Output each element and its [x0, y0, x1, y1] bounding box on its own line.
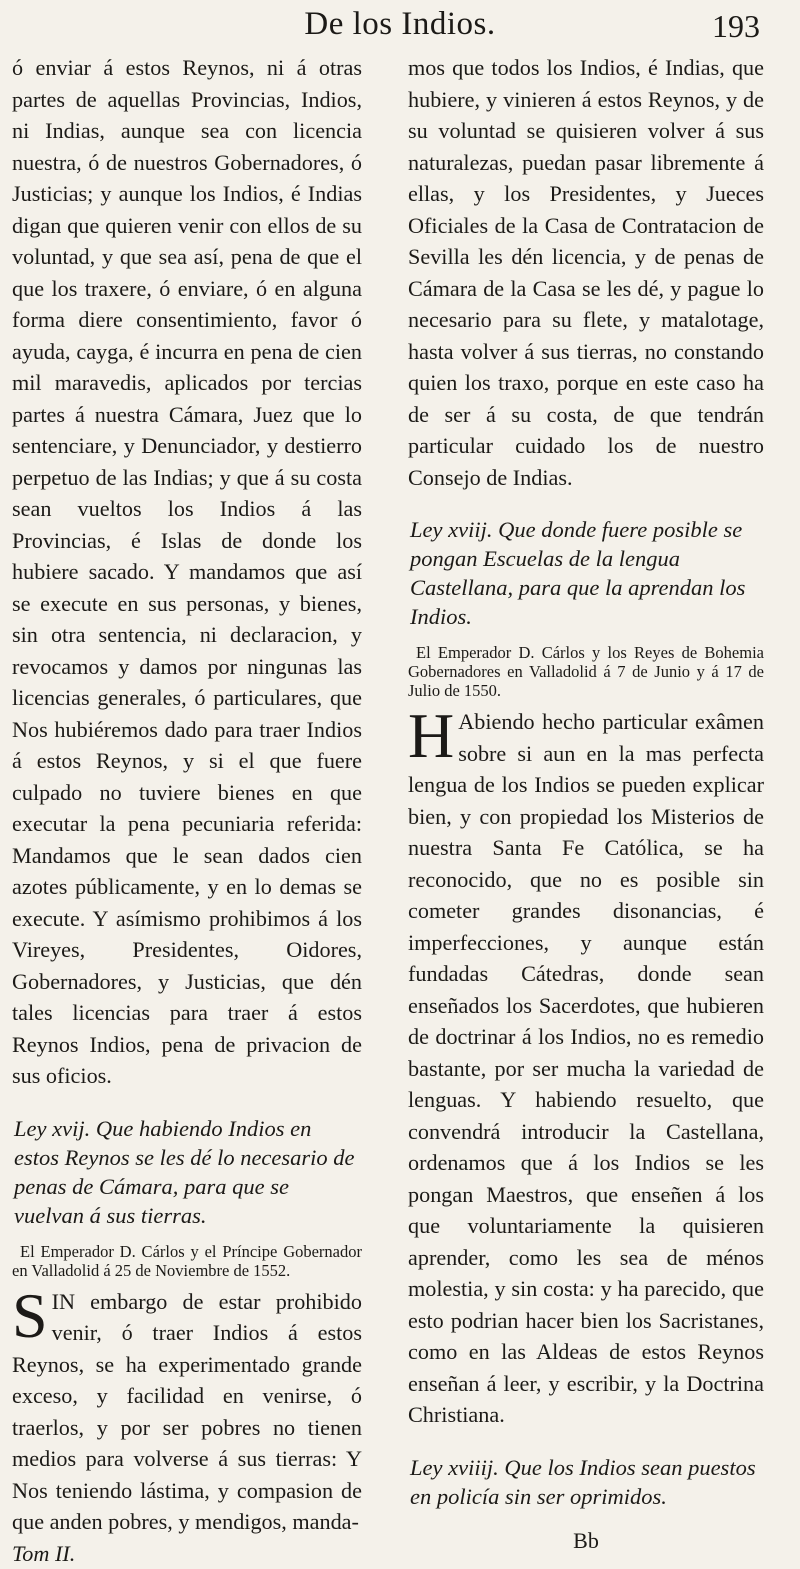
- paragraph-text: IN embargo de estar prohibido venir, ó traer Indios á estos Reynos, se ha experimentado grande exceso, y facilidad en venirse, ó traerlos, y por ser pobres no tienen medios para volverse á sus tierras: Y Nos teniendo lástima, y compasion de que anden pobres, y mendigos, manda-: [12, 1288, 362, 1534]
- paragraph-with-dropcap: [12, 1279, 362, 1538]
- paragraph: mos que todos los Indios, é Indias, que hubiere, y vinieren á estos Reynos, y de su voluntad se quisieren volver á sus naturalezas, puedan pasar libremente á ellas, y los Presidentes, y Jueces Oficiales de la Casa de Contratacion de Sevilla les dén licencia, y de penas de Cámara de la Casa se les dé, y pague lo necesario para su flete, y matalotage, hasta volver á sus tierras, no constando quien los traxo, porque en este caso ha de ser á su costa, de que tendrán particular cuidado los de nuestro Consejo de Indias.: [408, 55, 764, 490]
- left-column: [12, 52, 362, 1568]
- law-title: Ley xvij. Que habiendo Indios en estos Reynos se les dé lo necesario de penas de Cámara, para que se vuelvan á sus tierras.: [14, 1115, 355, 1228]
- volume-signature: Tom II.: [12, 1540, 76, 1566]
- paragraph: ó enviar á estos Reynos, ni á otras partes de aquellas Provincias, Indios, ni Indias, aunque sea con licencia nuestra, ó de nuestros Gobernadores, ó Justicias; y aunque los Indios, é Indias digan que quieren venir con ellos de su voluntad, y que sea así, pena de que el que los traxere, ó enviare, ó en alguna forma diere consentimiento, favor ó ayuda, cayga, é incurra en pena de cien mil maravedis, aplicados por tercias partes á nuestra Cámara, Juez que lo sentenciare, y Denunciador, y destierro perpetuo de las Indias; y que á su costa sean vueltos los Indios á las Provincias, é Islas de donde los hubiere sacado. Y mandamos que así se execute en sus personas, y bienes, sin otra sentencia, ni declaracion, y revocamos y damos por ningunas las licencias generales, ó particulares, que Nos hubiéremos dado para traer Indios á estos Reynos, y si el que fuere culpado no tuviere bienes en que executar la pena pecuniaria referida: Mandamos que le sean dados cien azotes públicamente, y en lo demas se execute. Y asímismo prohibimos á los Vireyes, Presidentes, Oidores, Gobernadores, y Justicias, que dén tales licencias para traer á estos Reynos Indios, pena de privacion de sus oficios.: [12, 55, 362, 1088]
- right-column: [408, 52, 764, 1556]
- running-head: [0, 4, 800, 44]
- page-number: 193: [712, 8, 760, 44]
- paragraph-with-dropcap: [408, 700, 764, 1431]
- law-title: Ley xviiij. Que los Indios sean puestos en policía sin ser oprimidos.: [410, 1454, 756, 1509]
- catchword-line: [12, 1538, 362, 1568]
- decree-attribution: El Emperador D. Cárlos y los Reyes de Bohemia Gobernadores en Valladolid á 7 de Junio y á 17 de Julio de 1550.: [408, 643, 764, 700]
- drop-cap: H: [408, 700, 455, 771]
- gathering-signature: Bb: [573, 1527, 599, 1553]
- decree-attribution: El Emperador D. Cárlos y el Príncipe Gobernador en Valladolid á 25 de Noviembre de 1552.: [12, 1241, 362, 1280]
- law-title: Ley xviij. Que donde fuere posible se pongan Escuelas de la lengua Castellana, para que la aprendan los Indios.: [410, 517, 746, 629]
- running-title: De los Indios.: [304, 6, 496, 42]
- paragraph-text: Abiendo hecho particular exâmen sobre si aun en la mas perfecta lengua de los Indios se pueden explicar bien, y con propiedad los Misterios de nuestra Santa Fe Católica, se ha reconocido, que no es posible sin cometer grandes disonancias, é imperfecciones, y aunque están fundadas Cátedras, donde sean enseñados los Sacerdotes, que hubieren de doctrinar á los Indios, no es remedio bastante, por ser mucha la variedad de lenguas. Y habiendo resuelto, que convendrá introducir la Castellana, ordenamos que á los Indios se les pongan Maestros, que enseñen á los que voluntariamente la quisieren aprender, como les sea de ménos molestia, y sin costa: y ha parecido, que esto podrian hacer bien los Sacristanes, como en las Aldeas de estos Reynos enseñan á leer, y escribir, y la Doctrina Christiana.: [408, 709, 764, 1427]
- drop-cap: S: [12, 1279, 48, 1351]
